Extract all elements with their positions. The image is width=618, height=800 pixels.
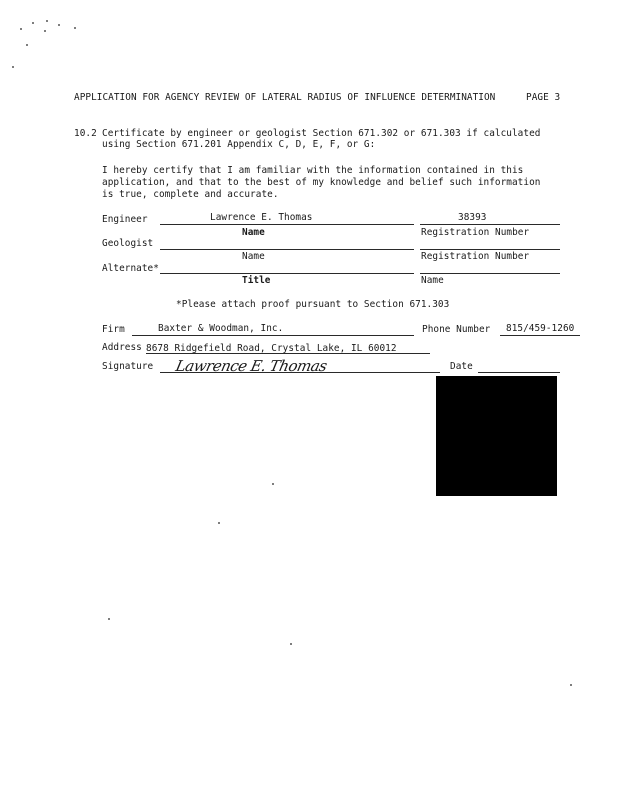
address-line: [146, 353, 430, 354]
section-heading-line2: using Section 671.201 Appendix C, D, E, F, or G:: [102, 139, 376, 150]
geologist-registration-caption: Registration Number: [421, 251, 530, 262]
firm-line: [132, 335, 414, 336]
certification-line3: is true, complete and accurate.: [102, 189, 279, 200]
geologist-name-caption: Name: [242, 251, 265, 262]
scan-speck: [32, 22, 34, 24]
scan-speck: [108, 618, 110, 620]
section-number: 10.2: [74, 128, 97, 139]
scan-speck: [218, 522, 220, 524]
document-title: APPLICATION FOR AGENCY REVIEW OF LATERAL RADIUS OF INFLUENCE DETERMINATION: [74, 92, 496, 103]
proof-note: *Please attach proof pursuant to Section 671.303: [176, 299, 450, 310]
scan-speck: [44, 30, 46, 32]
phone-line: [500, 335, 580, 336]
engineer-name-value: Lawrence E. Thomas: [210, 212, 313, 223]
date-line: [478, 372, 560, 373]
alternate-name-caption: Name: [421, 275, 444, 286]
scan-speck: [20, 28, 22, 30]
signature-line: [160, 372, 440, 373]
phone-value: 815/459-1260: [506, 323, 575, 334]
alternate-name-line: [420, 273, 560, 274]
signature-label: Signature: [102, 361, 154, 372]
scan-speck: [46, 20, 48, 22]
scan-speck: [74, 27, 76, 29]
geologist-label: Geologist: [102, 238, 154, 249]
scan-speck: [26, 44, 28, 46]
engineer-registration-caption: Registration Number: [421, 227, 530, 238]
address-value: 8678 Ridgefield Road, Crystal Lake, IL 60012: [146, 343, 397, 354]
phone-label: Phone Number: [422, 324, 491, 335]
alternate-title-caption: Title: [242, 275, 271, 286]
address-label: Address: [102, 342, 142, 353]
geologist-registration-line: [420, 249, 560, 250]
engineer-registration-line: [420, 224, 560, 225]
scan-speck: [272, 483, 274, 485]
geologist-name-line: [160, 249, 414, 250]
engineer-registration-value: 38393: [458, 212, 487, 223]
alternate-title-line: [160, 273, 414, 274]
scan-speck: [58, 24, 60, 26]
firm-label: Firm: [102, 324, 125, 335]
handwritten-signature: Lawrence E. Thomas: [174, 357, 329, 375]
alternate-label: Alternate*: [102, 263, 159, 274]
firm-value: Baxter & Woodman, Inc.: [158, 323, 284, 334]
redaction-block: [436, 376, 557, 496]
certification-line2: application, and that to the best of my knowledge and belief such information: [102, 177, 541, 188]
engineer-name-line: [160, 224, 414, 225]
scan-speck: [290, 643, 292, 645]
scan-speck: [570, 684, 572, 686]
certification-line1: I hereby certify that I am familiar with the information contained in this: [102, 165, 524, 176]
engineer-label: Engineer: [102, 214, 148, 225]
date-label: Date: [450, 361, 473, 372]
scan-speck: [12, 66, 14, 68]
engineer-name-caption: Name: [242, 227, 265, 238]
section-heading-line1: Certificate by engineer or geologist Section 671.302 or 671.303 if calculated: [102, 128, 541, 139]
page-number: PAGE 3: [526, 92, 561, 103]
